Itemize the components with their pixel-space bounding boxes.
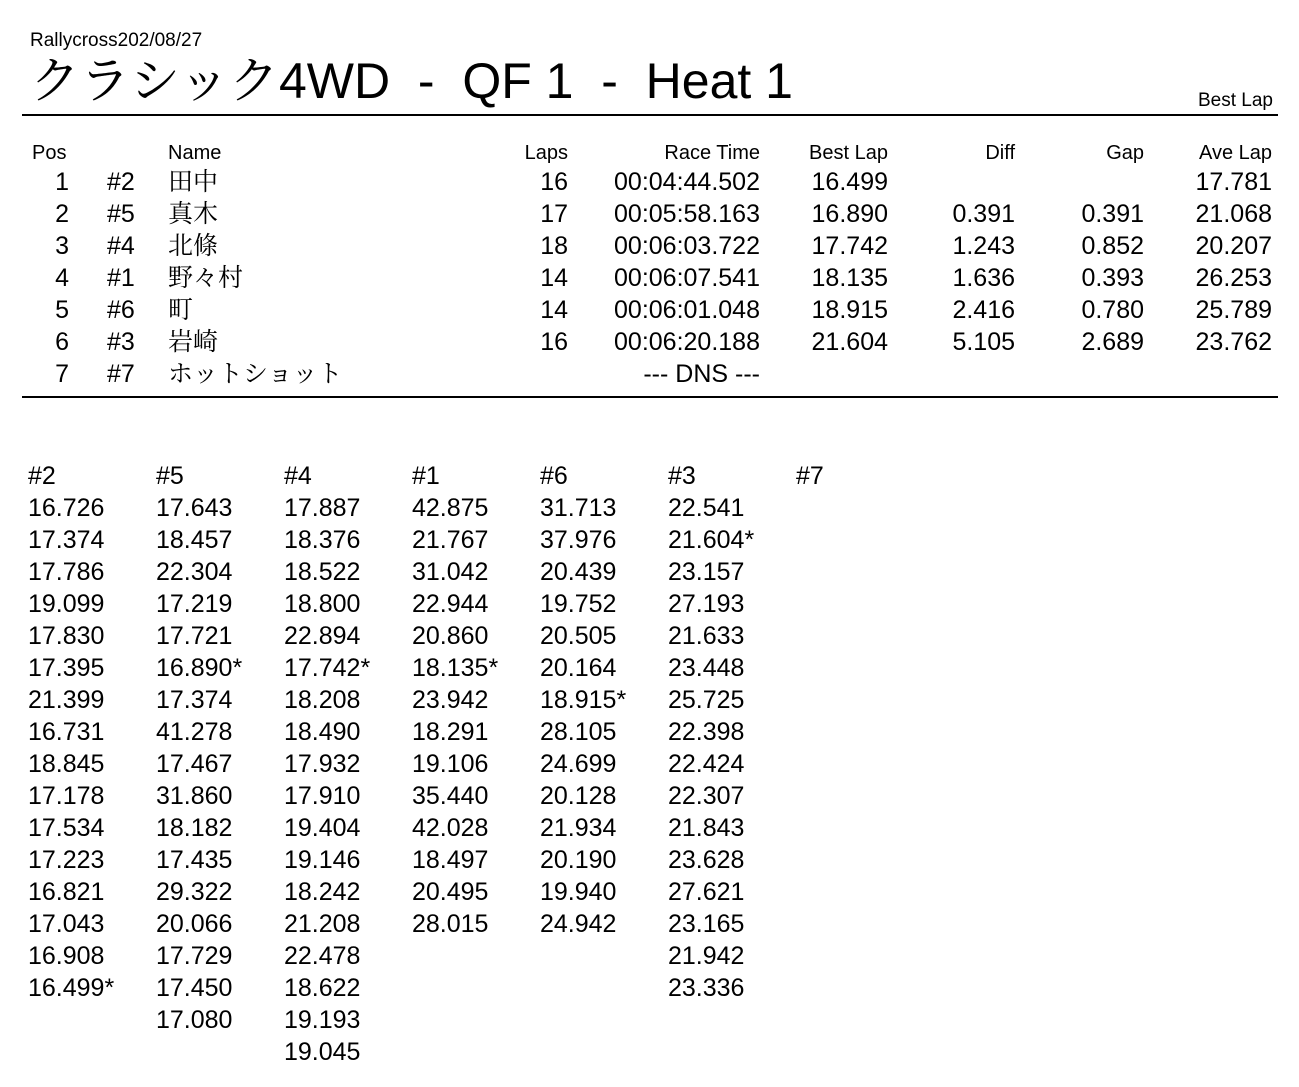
result-best-lap: 21.604	[811, 328, 888, 356]
lap-time: 28.015	[412, 910, 489, 938]
lap-time: 17.374	[156, 686, 233, 714]
lap-time: 20.860	[412, 622, 489, 650]
lap-time: 31.860	[156, 782, 233, 810]
result-pos: 3	[55, 232, 69, 260]
lap-time: 18.457	[156, 526, 233, 554]
lap-column	[412, 460, 540, 940]
result-pos: 1	[55, 168, 69, 196]
result-gap: 0.852	[1081, 232, 1144, 260]
lap-time: 37.976	[540, 526, 617, 554]
lap-time: 20.439	[540, 558, 617, 586]
result-laps: 14	[540, 296, 568, 324]
lap-time: 17.830	[28, 622, 105, 650]
lap-column-car: #1	[412, 462, 440, 490]
dns-status: --- DNS ---	[643, 360, 760, 388]
lap-column	[156, 460, 284, 1036]
top-divider	[22, 114, 1278, 116]
lap-time: 23.157	[668, 558, 745, 586]
result-race-time: 00:04:44.502	[614, 168, 760, 196]
lap-time: 19.404	[284, 814, 361, 842]
result-diff: 2.416	[952, 296, 1015, 324]
event-label: Rallycross202/08/27	[30, 30, 203, 51]
lap-time: 21.208	[284, 910, 361, 938]
lap-time: 23.336	[668, 974, 745, 1002]
result-driver-name: ホットショット	[168, 360, 343, 388]
bottom-divider	[22, 396, 1278, 398]
lap-time: 17.729	[156, 942, 233, 970]
best-lap-corner-label: Best Lap	[1198, 90, 1273, 111]
lap-time: 17.467	[156, 750, 233, 778]
lap-time: 17.721	[156, 622, 233, 650]
lap-time: 22.398	[668, 718, 745, 746]
lap-time: 21.399	[28, 686, 105, 714]
col-header-diff: Diff	[985, 142, 1015, 164]
lap-time: 17.080	[156, 1006, 233, 1034]
lap-column-car: #6	[540, 462, 568, 490]
lap-time: 22.894	[284, 622, 361, 650]
lap-time: 16.731	[28, 718, 105, 746]
result-driver-name: 町	[168, 296, 194, 324]
result-driver-name: 野々村	[168, 264, 244, 292]
lap-time: 31.713	[540, 494, 617, 522]
lap-time: 17.435	[156, 846, 233, 874]
lap-time: 21.604*	[668, 526, 755, 554]
lap-time: 23.628	[668, 846, 745, 874]
lap-time: 20.495	[412, 878, 489, 906]
result-race-time: 00:06:07.541	[614, 264, 760, 292]
result-pos: 2	[55, 200, 69, 228]
col-header-pos: Pos	[32, 142, 67, 164]
result-driver-name: 北條	[168, 232, 219, 260]
lap-column	[796, 460, 924, 492]
result-car-number: #6	[107, 296, 135, 324]
result-pos: 6	[55, 328, 69, 356]
result-laps: 17	[540, 200, 568, 228]
lap-time: 29.322	[156, 878, 233, 906]
lap-time: 20.190	[540, 846, 617, 874]
lap-time: 22.541	[668, 494, 745, 522]
lap-time: 19.146	[284, 846, 361, 874]
result-driver-name: 真木	[168, 200, 219, 228]
lap-time: 18.490	[284, 718, 361, 746]
result-race-time: 00:06:20.188	[614, 328, 760, 356]
lap-time: 17.223	[28, 846, 105, 874]
lap-time: 27.621	[668, 878, 745, 906]
lap-time: 20.128	[540, 782, 617, 810]
lap-time: 21.843	[668, 814, 745, 842]
lap-time: 23.942	[412, 686, 489, 714]
lap-time: 17.910	[284, 782, 361, 810]
result-best-lap: 18.135	[811, 264, 888, 292]
lap-time: 17.887	[284, 494, 361, 522]
result-pos: 7	[55, 360, 69, 388]
result-car-number: #3	[107, 328, 135, 356]
result-diff: 5.105	[952, 328, 1015, 356]
results-header-row	[0, 140, 1299, 166]
lap-time: 23.165	[668, 910, 745, 938]
result-car-number: #2	[107, 168, 135, 196]
result-pos: 4	[55, 264, 69, 292]
lap-time: 35.440	[412, 782, 489, 810]
lap-time: 23.448	[668, 654, 745, 682]
lap-time: 18.376	[284, 526, 361, 554]
result-diff: 1.636	[952, 264, 1015, 292]
result-diff: 0.391	[952, 200, 1015, 228]
lap-time: 18.242	[284, 878, 361, 906]
lap-time: 21.942	[668, 942, 745, 970]
result-race-time: 00:06:03.722	[614, 232, 760, 260]
lap-column-car: #3	[668, 462, 696, 490]
lap-time: 21.633	[668, 622, 745, 650]
lap-time: 22.307	[668, 782, 745, 810]
lap-time: 16.499*	[28, 974, 115, 1002]
lap-time: 17.742*	[284, 654, 371, 682]
lap-column	[28, 460, 156, 1004]
result-ave-lap: 26.253	[1195, 264, 1272, 292]
lap-time: 25.725	[668, 686, 745, 714]
result-gap: 0.780	[1081, 296, 1144, 324]
lap-time: 27.193	[668, 590, 745, 618]
lap-column	[284, 460, 412, 1068]
lap-time: 24.942	[540, 910, 617, 938]
lap-column	[668, 460, 796, 1004]
lap-time: 20.505	[540, 622, 617, 650]
result-pos: 5	[55, 296, 69, 324]
lap-time: 16.726	[28, 494, 105, 522]
lap-column	[540, 460, 668, 940]
lap-time: 18.182	[156, 814, 233, 842]
col-header-ave-lap: Ave Lap	[1198, 142, 1272, 164]
lap-column-car: #2	[28, 462, 56, 490]
lap-time: 19.045	[284, 1038, 361, 1066]
col-header-name: Name	[168, 142, 222, 164]
lap-time: 31.042	[412, 558, 489, 586]
lap-time: 17.374	[28, 526, 105, 554]
lap-time: 22.424	[668, 750, 745, 778]
lap-time: 42.875	[412, 494, 489, 522]
result-gap: 0.393	[1081, 264, 1144, 292]
results-table	[0, 140, 1299, 390]
lap-time: 22.944	[412, 590, 489, 618]
result-best-lap: 16.499	[811, 168, 888, 196]
lap-time: 20.164	[540, 654, 617, 682]
result-ave-lap: 23.762	[1195, 328, 1272, 356]
result-ave-lap: 17.781	[1195, 168, 1272, 196]
result-best-lap: 18.915	[811, 296, 888, 324]
page-title: クラシック4WD - QF 1 - Heat 1	[30, 53, 793, 109]
lap-time: 18.800	[284, 590, 361, 618]
result-race-time: 00:05:58.163	[614, 200, 760, 228]
lap-time: 19.106	[412, 750, 489, 778]
lap-time: 18.291	[412, 718, 489, 746]
result-ave-lap: 25.789	[1195, 296, 1272, 324]
result-car-number: #5	[107, 200, 135, 228]
lap-time: 19.099	[28, 590, 105, 618]
result-row	[0, 326, 1299, 358]
col-header-laps: Laps	[524, 142, 568, 164]
lap-time: 17.219	[156, 590, 233, 618]
lap-time: 41.278	[156, 718, 233, 746]
result-row	[0, 166, 1299, 198]
lap-time: 18.497	[412, 846, 489, 874]
lap-time: 19.752	[540, 590, 617, 618]
result-laps: 14	[540, 264, 568, 292]
lap-time: 17.932	[284, 750, 361, 778]
lap-time: 19.193	[284, 1006, 361, 1034]
result-best-lap: 17.742	[811, 232, 888, 260]
lap-time: 17.643	[156, 494, 233, 522]
lap-column-car: #7	[796, 462, 824, 490]
result-laps: 18	[540, 232, 568, 260]
lap-column-car: #4	[284, 462, 312, 490]
lap-time: 17.178	[28, 782, 105, 810]
lap-time: 42.028	[412, 814, 489, 842]
result-diff: 1.243	[952, 232, 1015, 260]
lap-time: 20.066	[156, 910, 233, 938]
lap-time: 18.915*	[540, 686, 627, 714]
result-gap: 0.391	[1081, 200, 1144, 228]
result-car-number: #7	[107, 360, 135, 388]
result-row-dns	[0, 358, 1299, 390]
result-driver-name: 田中	[168, 168, 219, 196]
result-row	[0, 294, 1299, 326]
lap-time: 22.304	[156, 558, 233, 586]
lap-time: 17.043	[28, 910, 105, 938]
lap-time: 16.908	[28, 942, 105, 970]
lap-time: 28.105	[540, 718, 617, 746]
result-gap: 2.689	[1081, 328, 1144, 356]
lap-time: 21.934	[540, 814, 617, 842]
result-laps: 16	[540, 328, 568, 356]
result-ave-lap: 21.068	[1195, 200, 1272, 228]
lap-time: 18.845	[28, 750, 105, 778]
lap-time: 17.450	[156, 974, 233, 1002]
result-row	[0, 230, 1299, 262]
lap-time: 18.522	[284, 558, 361, 586]
result-ave-lap: 20.207	[1195, 232, 1272, 260]
lap-time: 16.821	[28, 878, 105, 906]
result-best-lap: 16.890	[811, 200, 888, 228]
lap-time: 18.135*	[412, 654, 499, 682]
lap-time: 21.767	[412, 526, 489, 554]
col-header-best-lap: Best Lap	[809, 142, 888, 164]
result-car-number: #1	[107, 264, 135, 292]
lap-time: 17.786	[28, 558, 105, 586]
lap-time: 17.534	[28, 814, 105, 842]
lap-column-car: #5	[156, 462, 184, 490]
result-row	[0, 198, 1299, 230]
result-car-number: #4	[107, 232, 135, 260]
result-laps: 16	[540, 168, 568, 196]
lap-time: 24.699	[540, 750, 617, 778]
result-race-time: 00:06:01.048	[614, 296, 760, 324]
result-driver-name: 岩崎	[168, 328, 219, 356]
lap-time: 17.395	[28, 654, 105, 682]
col-header-race-time: Race Time	[664, 142, 760, 164]
lap-time: 22.478	[284, 942, 361, 970]
result-row	[0, 262, 1299, 294]
lap-time: 18.622	[284, 974, 361, 1002]
lap-time: 19.940	[540, 878, 617, 906]
lap-time: 18.208	[284, 686, 361, 714]
col-header-gap: Gap	[1106, 142, 1144, 164]
lap-time: 16.890*	[156, 654, 243, 682]
